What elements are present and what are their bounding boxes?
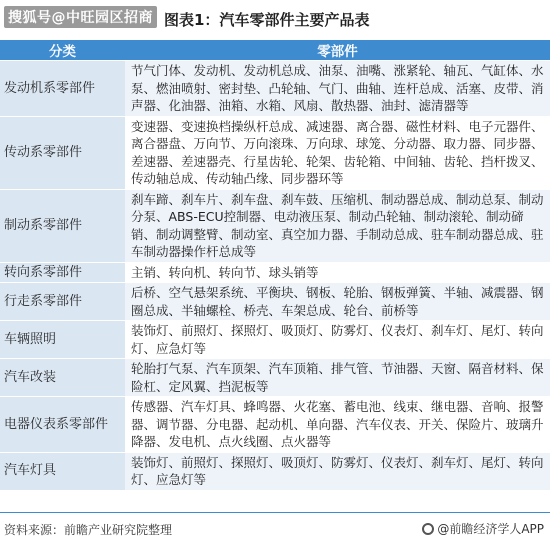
brand-logo-icon	[422, 523, 434, 535]
parts-cell: 装饰灯、前照灯、探照灯、吸顶灯、防雾灯、仪表灯、刹车灯、尾灯、转向灯、应急灯等	[125, 452, 550, 490]
table-row	[0, 61, 550, 117]
title-bar	[0, 0, 550, 40]
category-cell: 转向系零部件	[0, 262, 125, 283]
page-title: 图表1：汽车零部件主要产品表	[164, 11, 370, 29]
table-row	[0, 283, 550, 321]
column-header-parts: 零部件	[125, 40, 550, 61]
category-cell: 传动系零部件	[0, 116, 125, 189]
category-cell: 电器仪表系零部件	[0, 397, 125, 453]
category-cell: 汽车改装	[0, 359, 125, 397]
table-row	[0, 397, 550, 453]
parts-cell: 主销、转向机、转向节、球头销等	[125, 262, 550, 283]
table-row	[0, 262, 550, 283]
brand-label: @前瞻经济学人APP	[437, 522, 544, 536]
category-cell: 汽车灯具	[0, 452, 125, 490]
parts-cell: 节气门体、发动机、发动机总成、油泵、油嘴、涨紧轮、轴瓦、气缸体、水泵、燃油喷射、密封垫、凸轮轴、气门、曲轴、连杆总成、活塞、皮带、消声器、化油器、油箱、水箱、风扇、散热器、油封、滤清器等	[125, 61, 550, 117]
table-row	[0, 189, 550, 262]
parts-cell: 刹车蹄、刹车片、刹车盘、刹车鼓、压缩机、制动器总成、制动总泵、制动分泵、ABS-ECU控制器、电动液压泵、制动凸轮轴、制动滚轮、制动碲销、制动调整臂、制动室、真空加力器、手制动总成、驻车制动器总成、驻车制动器操作杆总成等	[125, 189, 550, 262]
category-cell: 制动系零部件	[0, 189, 125, 262]
table-header-row	[0, 40, 550, 61]
source-note: 资料来源：前瞻产业研究院整理	[4, 523, 173, 537]
category-cell: 车辆照明	[0, 321, 125, 359]
column-header-category: 分类	[0, 40, 125, 61]
table-row	[0, 321, 550, 359]
category-cell: 行走系零部件	[0, 283, 125, 321]
parts-cell: 装饰灯、前照灯、探照灯、吸顶灯、防雾灯、仪表灯、刹车灯、尾灯、转向灯、应急灯等	[125, 321, 550, 359]
parts-cell: 变速器、变速换档操纵杆总成、减速器、离合器、磁性材料、电子元器件、离合器盘、万向节、万向滚珠、万向球、球笼、分动器、取力器、同步器、差速器、差速器壳、行星齿轮、轮架、齿轮箱、中间轴、齿轮、挡杆拨叉、传动轴总成、传动轴凸缘、同步器环等	[125, 116, 550, 189]
footer	[0, 512, 550, 544]
parts-cell: 传感器、汽车灯具、蜂鸣器、火花塞、蓄电池、线束、继电器、音响、报警器、调节器、分电器、起动机、单向器、汽车仪表、开关、保险片、玻璃升降器、发电机、点火线圈、点火器等	[125, 397, 550, 453]
table-row	[0, 116, 550, 189]
category-cell: 发动机系零部件	[0, 61, 125, 117]
parts-cell: 轮胎打气泵、汽车顶架、汽车顶箱、排气管、节油器、天窗、隔音材料、保险杠、定风翼、挡泥板等	[125, 359, 550, 397]
table-row	[0, 452, 550, 490]
parts-cell: 后桥、空气悬架系统、平衡块、钢板、轮胎、钢板弹簧、半轴、减震器、钢圈总成、半轴螺栓、桥壳、车架总成、轮台、前桥等	[125, 283, 550, 321]
table-row	[0, 359, 550, 397]
watermark: 搜狐号@中旺园区招商	[4, 6, 157, 28]
parts-table	[0, 40, 550, 491]
brand-mark	[422, 520, 544, 537]
